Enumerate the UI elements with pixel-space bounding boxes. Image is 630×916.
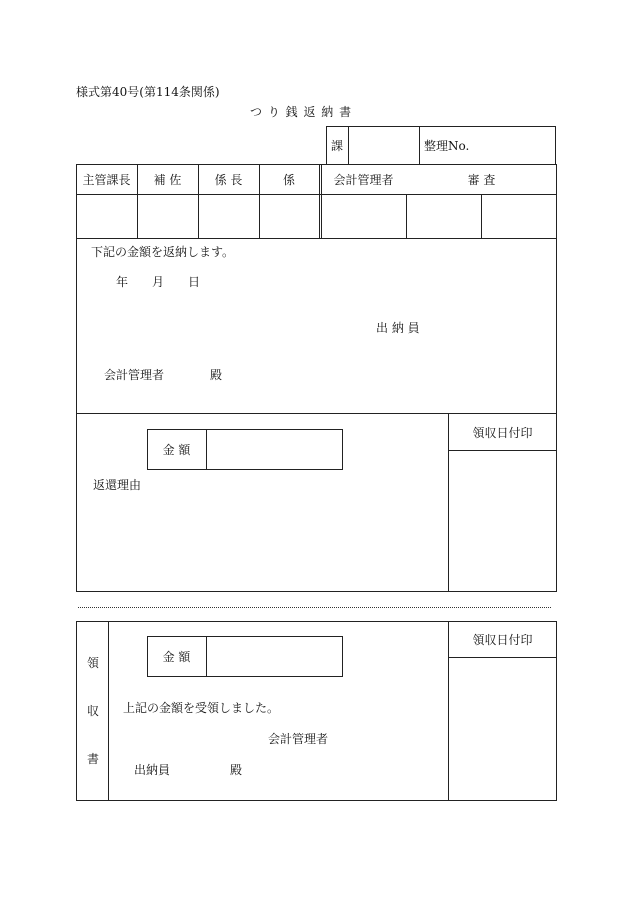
ka-field[interactable] <box>349 126 419 165</box>
return-receipt-stamp-area[interactable] <box>449 451 556 591</box>
stamp-shinsa-2[interactable] <box>481 195 557 239</box>
header-kaikei-kanrisha: 会計管理者 <box>333 172 394 187</box>
stamp-shukan-kacho[interactable] <box>76 195 137 239</box>
ka-label: 課 <box>330 139 343 153</box>
stamp-kakari[interactable] <box>259 195 319 239</box>
form-number: 様式第40号(第114条関係) <box>76 85 220 99</box>
header-shinsa <box>406 164 557 194</box>
receipt-stamp-label: 領収日付印 <box>472 633 533 647</box>
return-receipt-stamp-label: 領収日付印 <box>472 425 533 440</box>
receipt-amount-field[interactable] <box>207 637 342 676</box>
stamp-kakaricho[interactable] <box>198 195 259 239</box>
shinsa-label: 審 査 <box>467 172 496 187</box>
receipt-vertical-ryo: 領 <box>87 656 100 670</box>
receipt-vertical-sho: 書 <box>87 752 100 766</box>
return-amount-field[interactable] <box>207 430 342 469</box>
header-kakari: 係 <box>282 172 295 187</box>
stamp-hosa[interactable] <box>137 195 198 239</box>
notice-section <box>76 238 557 414</box>
receipt-vertical-shu: 収 <box>87 704 100 718</box>
header-hosa: 補 佐 <box>153 172 182 187</box>
form-title: つ り 銭 返 納 書 <box>250 105 353 119</box>
return-kingaku-label: 金 額 <box>162 443 191 457</box>
date-nen: 年 <box>116 275 129 289</box>
notice-statement: 下記の金額を返納します。 <box>91 245 235 259</box>
stamp-shinsa-1[interactable] <box>406 195 481 239</box>
return-reason-label: 返還理由 <box>93 478 142 492</box>
seiri-no-label: 整理No. <box>424 139 470 153</box>
header-shukan-kacho: 主管課長 <box>82 172 131 187</box>
notice-dono: 殿 <box>210 368 223 382</box>
notice-kaikei-kanrisha: 会計管理者 <box>104 368 165 382</box>
receipt-suitoin: 出納員 <box>134 763 171 777</box>
cut-line <box>78 607 551 608</box>
receipt-kaikei-kanrisha: 会計管理者 <box>268 732 329 746</box>
notice-suitoin: 出 納 員 <box>376 321 420 335</box>
stamp-kaikei-kanrisha[interactable] <box>321 195 406 239</box>
receipt-dono: 殿 <box>230 763 243 777</box>
date-tsuki: 月 <box>152 275 165 289</box>
receipt-stamp-area[interactable] <box>449 658 556 800</box>
receipt-statement: 上記の金額を受領しました。 <box>123 701 280 715</box>
receipt-kingaku-label: 金 額 <box>162 650 191 664</box>
header-kakaricho: 係 長 <box>214 172 243 187</box>
date-hi: 日 <box>188 275 201 289</box>
